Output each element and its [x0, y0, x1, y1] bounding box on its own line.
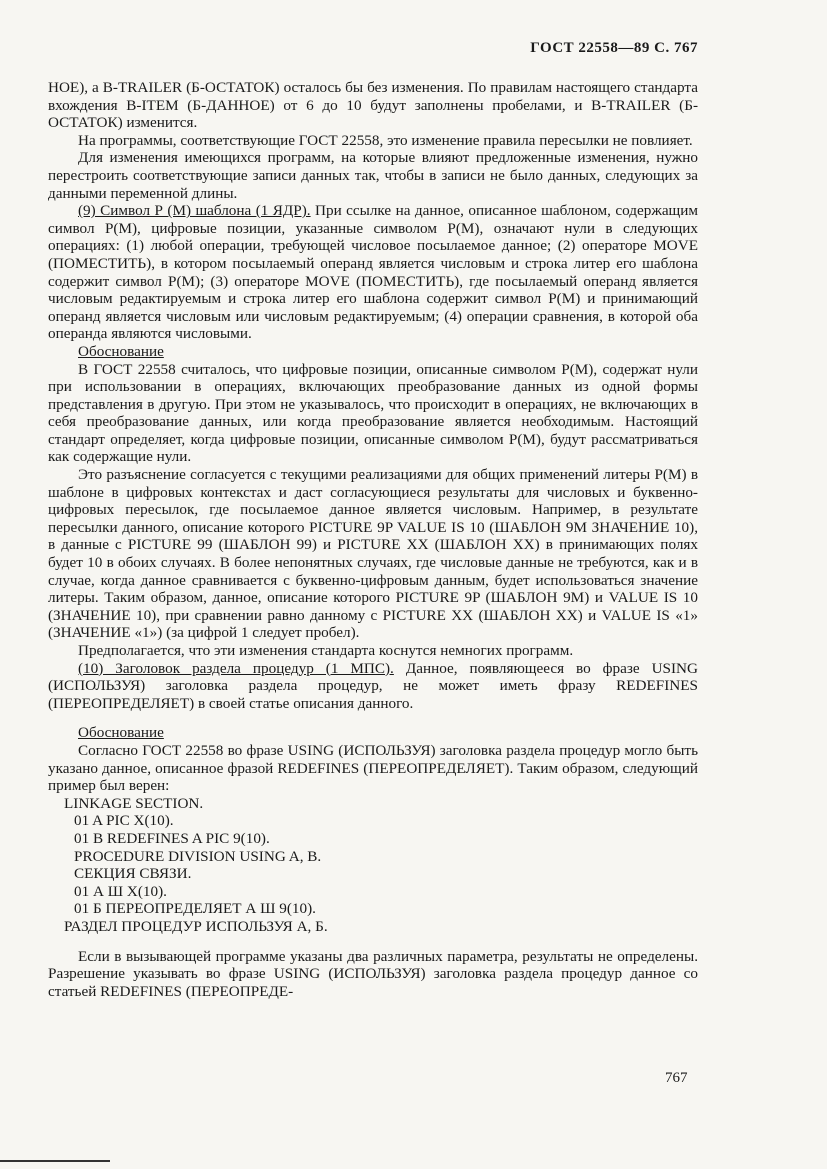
running-header: ГОСТ 22558—89 С. 767 — [530, 40, 698, 56]
code-line: СЕКЦИЯ СВЯЗИ. — [74, 865, 192, 883]
paragraph-5: В ГОСТ 22558 считалось, что цифровые позиции, описанные символом Р(М), содержат нули при использовании в операциях, включающих преобразование данных из одной формы представления в другую. При этом не указывалось, что происходит в операциях, не включающих в себя преобразование данных, или когда преобразование является необходимым. Настоящий стандарт определяет, когда цифровые позиции, описанные символом Р(М), будут рассматриваться как содержащие нули. — [48, 360, 698, 466]
code-line: PROCEDURE DIVISION USING A, B. — [74, 847, 322, 865]
code-line: РАЗДЕЛ ПРОЦЕДУР ИСПОЛЬЗУЯ А, Б. — [64, 917, 328, 935]
paragraph-4 — [48, 202, 698, 343]
section-9-title: (9) Символ Р (М) шаблона (1 ЯДР). — [78, 202, 311, 220]
code-line: 01 B REDEFINES A PIC 9(10). — [74, 829, 270, 847]
rationale-heading-1: Обоснование — [78, 342, 164, 360]
paragraph-10: Если в вызывающей программе указаны два различных параметра, результаты не определены. Разрешение указывать во фразе USING (ИСПОЛЬЗУЯ) заголовка раздела процедур данное со статьей REDEFINES (ПЕРЕОПРЕДЕ- — [48, 947, 698, 1000]
section-9-body: При ссылке на данное, описанное шаблоном, содержащим символ Р(М), цифровые позиции, указанные символом Р(М), означают нули в следующих операциях: (1) любой операции, требующей числовое посылаемое данное; (2) операторе MOVE (ПОМЕСТИТЬ), в котором посылаемый операнд является числовым и строка литер его шаблона содержит символ Р(М); (3) операторе MOVE (ПОМЕСТИТЬ), где посылаемый операнд является числовым редактируемым и строка литер его шаблона содержит символ Р(М) и принимающий операнд является числовым или числовым редактируемым; (4) операции сравнения, в которой оба операнда являются числовыми. — [48, 202, 698, 343]
code-example — [64, 795, 698, 936]
code-line: 01 Б ПЕРЕОПРЕДЕЛЯЕТ А Ш 9(10). — [74, 900, 316, 918]
paragraph-1: НОЕ), а B-TRAILER (Б-ОСТАТОК) осталось бы без изменения. По правилам настоящего стандарта вхождения B-ITEM (Б-ДАННОЕ) от 6 до 10 будут заполнены пробелами, и B-TRAILER (Б-ОСТАТОК) изменится. — [48, 79, 698, 132]
paragraph-9: Согласно ГОСТ 22558 во фразе USING (ИСПОЛЬЗУЯ) заголовка раздела процедур могло быть указано данное, описанное фразой REDEFINES (ПЕРЕОПРЕДЕЛЯЕТ). Таким образом, следующий пример был верен: — [48, 741, 698, 795]
section-10-title: (10) Заголовок раздела процедур (1 МПС). — [78, 659, 394, 677]
paragraph-8 — [48, 660, 698, 713]
paragraph-7: Предполагается, что эти изменения стандарта коснутся немногих программ. — [78, 642, 574, 659]
rationale-heading-2: Обоснование — [78, 724, 164, 742]
code-line: 01 A PIC X(10). — [74, 812, 174, 830]
page-number: 767 — [665, 1070, 688, 1086]
code-line: 01 А Ш Х(10). — [74, 882, 167, 900]
paragraph-2: На программы, соответствующие ГОСТ 22558, это изменение правила пересылки не повлияет. — [78, 131, 693, 149]
document-page — [48, 40, 698, 1000]
section-10-body: Данное, появляющееся во фразе USING (ИСПОЛЬЗУЯ) заголовка раздела процедур, не может иметь фразу REDEFINES (ПЕРЕОПРЕДЕЛЯЕТ) в своей статье описания данного. — [48, 659, 698, 712]
paragraph-6: Это разъяснение согласуется с текущими реализациями для общих применений литеры Р(М) в шаблоне в цифровых контекстах и даст согласующиеся результаты для числовых и буквенно-цифровых пересылок, где посылаемое данное является числовым. Например, в результате пересылки данного, описание которого PICTURE 9P VALUE IS 10 (ШАБЛОН 9М ЗНАЧЕНИЕ 10), в данные с PICTURE 99 (ШАБЛОН 99) и PICTURE XX (ШАБЛОН XX) в принимающих полях будет 10 в обоих случаях. В более непонятных случаях, где числовые данные не требуются, как и в случае, когда данное сравнивается с буквенно-цифровым данным, будет использоваться значение литеры. Таким образом, данное, описание которого PICTURE 9P (ШАБЛОН 9М) и VALUE IS 10 (ЗНАЧЕНИЕ 10), при сравнении равно данному с PICTURE XX (ШАБЛОН XX) и VALUE IS «1» (ЗНАЧЕНИЕ «1») (за цифрой 1 следует пробел). — [48, 466, 698, 642]
bottom-rule — [0, 1160, 110, 1162]
paragraph-3: Для изменения имеющихся программ, на которые влияют предложенные изменения, нужно перестроить соответствующие записи данных так, чтобы в записи не было данных, следующих за данными переменной длины. — [48, 149, 698, 202]
code-line: LINKAGE SECTION. — [64, 794, 204, 812]
